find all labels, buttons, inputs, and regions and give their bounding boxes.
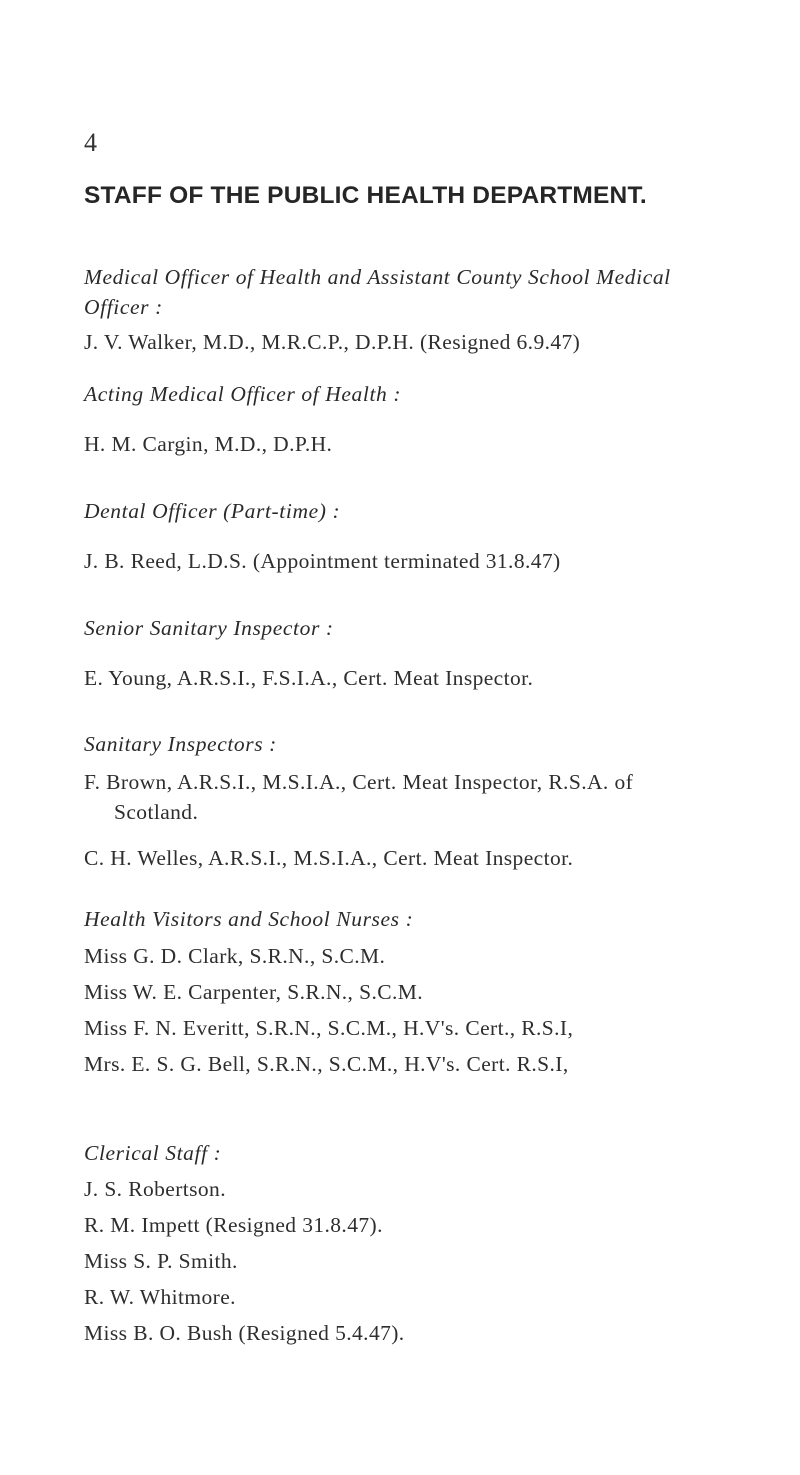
staff-entry: Miss S. P. Smith. — [84, 1249, 238, 1273]
section-sanitary-inspectors — [84, 729, 784, 873]
staff-entry: E. Young, A.R.S.I., F.S.I.A., Cert. Meat Inspector. — [84, 666, 534, 690]
section-heading: Clerical Staff : — [84, 1141, 222, 1165]
staff-entry: R. W. Whitmore. — [84, 1285, 236, 1309]
staff-entry: C. H. Welles, A.R.S.I., M.S.I.A., Cert. Meat Inspector. — [84, 846, 574, 870]
page-number: 4 — [84, 128, 97, 157]
staff-entry: J. S. Robertson. — [84, 1177, 226, 1201]
section-health-visitors — [84, 904, 784, 1079]
staff-entry: R. M. Impett (Resigned 31.8.47). — [84, 1213, 383, 1237]
heading-line-2: Officer : — [84, 295, 163, 319]
section-senior-sanitary-inspector — [84, 613, 784, 693]
section-heading: Dental Officer (Part-time) : — [84, 499, 341, 523]
section-medical-officer — [84, 262, 784, 357]
section-clerical-staff — [84, 1138, 784, 1348]
section-heading: Health Visitors and School Nurses : — [84, 907, 414, 931]
page-title: STAFF OF THE PUBLIC HEALTH DEPARTMENT. — [84, 182, 647, 209]
staff-entry: Miss W. E. Carpenter, S.R.N., S.C.M. — [84, 980, 424, 1004]
staff-entry: Miss G. D. Clark, S.R.N., S.C.M. — [84, 944, 386, 968]
section-acting-medical-officer — [84, 379, 784, 459]
staff-entry: Miss B. O. Bush (Resigned 5.4.47). — [84, 1321, 405, 1345]
staff-entry-line-2: Scotland. — [114, 800, 199, 824]
section-heading: Sanitary Inspectors : — [84, 732, 277, 756]
heading-line-1: Medical Officer of Health and Assistant County School Medical — [84, 265, 671, 289]
section-dental-officer — [84, 496, 784, 576]
staff-entry: J. B. Reed, L.D.S. (Appointment terminated 31.8.47) — [84, 549, 561, 573]
section-heading — [84, 262, 784, 322]
section-heading: Acting Medical Officer of Health : — [84, 382, 402, 406]
staff-entry-line-1: F. Brown, A.R.S.I., M.S.I.A., Cert. Meat Inspector, R.S.A. of — [84, 770, 634, 794]
staff-entry — [84, 767, 784, 827]
staff-entry: J. V. Walker, M.D., M.R.C.P., D.P.H. (Resigned 6.9.47) — [84, 330, 581, 354]
section-heading: Senior Sanitary Inspector : — [84, 616, 334, 640]
staff-entry: Mrs. E. S. G. Bell, S.R.N., S.C.M., H.V's. Cert. R.S.I, — [84, 1052, 569, 1076]
staff-entry: H. M. Cargin, M.D., D.P.H. — [84, 432, 333, 456]
staff-entry: Miss F. N. Everitt, S.R.N., S.C.M., H.V's. Cert., R.S.I, — [84, 1016, 574, 1040]
